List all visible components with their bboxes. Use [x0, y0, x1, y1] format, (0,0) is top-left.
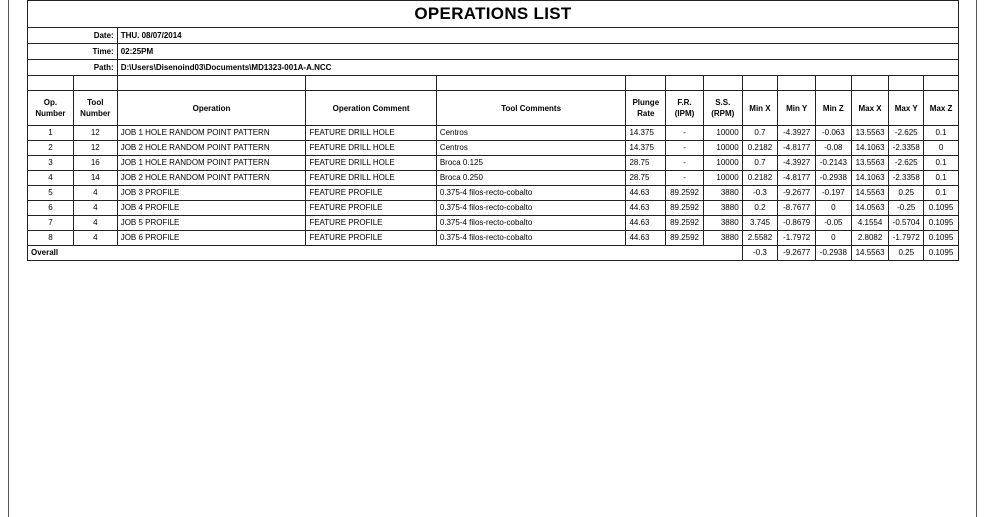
cell-max-z: 0.1 — [924, 126, 959, 141]
spacer-cell — [742, 76, 778, 91]
cell-max-y: -1.7972 — [889, 231, 924, 246]
path-value: D:\Users\Disenoind03\Documents\MD1323-001A-A.NCC — [117, 60, 958, 76]
overall-max-x: 14.5563 — [851, 246, 889, 261]
cell-tool-number: 4 — [73, 216, 117, 231]
cell-feed-rate: 89.2592 — [666, 186, 704, 201]
data-rows — [28, 126, 959, 246]
cell-max-z: 0 — [924, 141, 959, 156]
cell-tool-comment: 0.375-4 filos-recto-cobalto — [436, 231, 626, 246]
header-min-x: Min X — [742, 91, 778, 126]
cell-max-x: 2.8082 — [851, 231, 889, 246]
header-operation: Operation — [117, 91, 306, 126]
spacer-cell — [816, 76, 852, 91]
spacer-cell — [666, 76, 704, 91]
spacer-cell — [436, 76, 626, 91]
cell-min-x: 2.5582 — [742, 231, 778, 246]
cell-min-x: 0.2182 — [742, 171, 778, 186]
cell-tool-comment: 0.375-4 filos-recto-cobalto — [436, 201, 626, 216]
cell-max-y: -0.5704 — [889, 216, 924, 231]
cell-plunge-rate: 14.375 — [626, 126, 666, 141]
meta-row-path — [28, 60, 959, 76]
cell-min-x: 0.7 — [742, 126, 778, 141]
cell-plunge-rate: 14.375 — [626, 141, 666, 156]
page-title: OPERATIONS LIST — [28, 1, 959, 28]
header-max-y: Max Y — [889, 91, 924, 126]
cell-operation-comment: FEATURE DRILL HOLE — [306, 171, 437, 186]
cell-plunge-rate: 44.63 — [626, 231, 666, 246]
overall-row — [28, 246, 959, 261]
cell-max-z: 0.1 — [924, 156, 959, 171]
cell-operation: JOB 3 PROFILE — [117, 186, 306, 201]
cell-max-x: 13.5563 — [851, 156, 889, 171]
header-min-z: Min Z — [816, 91, 852, 126]
header-row — [28, 91, 959, 126]
cell-max-z: 0.1 — [924, 186, 959, 201]
cell-min-z: -0.05 — [816, 216, 852, 231]
cell-spindle-speed: 10000 — [703, 141, 742, 156]
cell-op-number: 6 — [28, 201, 74, 216]
table-row — [28, 141, 959, 156]
time-value: 02:25PM — [117, 44, 958, 60]
cell-feed-rate: - — [666, 156, 704, 171]
cell-min-z: 0 — [816, 231, 852, 246]
cell-max-x: 14.5563 — [851, 186, 889, 201]
cell-tool-number: 12 — [73, 126, 117, 141]
cell-spindle-speed: 3880 — [703, 231, 742, 246]
table-row — [28, 186, 959, 201]
cell-min-x: 0.7 — [742, 156, 778, 171]
cell-min-z: -0.2143 — [816, 156, 852, 171]
cell-op-number: 5 — [28, 186, 74, 201]
cell-max-x: 14.1063 — [851, 141, 889, 156]
time-label: Time: — [28, 44, 118, 60]
cell-op-number: 8 — [28, 231, 74, 246]
date-value: THU. 08/07/2014 — [117, 28, 958, 44]
cell-spindle-speed: 3880 — [703, 201, 742, 216]
cell-tool-number: 4 — [73, 231, 117, 246]
cell-tool-number: 12 — [73, 141, 117, 156]
cell-operation: JOB 6 PROFILE — [117, 231, 306, 246]
cell-op-number: 4 — [28, 171, 74, 186]
spacer-cell — [626, 76, 666, 91]
overall-label: Overall — [28, 246, 743, 261]
cell-operation-comment: FEATURE DRILL HOLE — [306, 156, 437, 171]
cell-operation-comment: FEATURE DRILL HOLE — [306, 141, 437, 156]
table-row — [28, 231, 959, 246]
cell-min-y: -9.2677 — [778, 186, 816, 201]
header-feed-rate: F.R. (IPM) — [666, 91, 704, 126]
cell-min-x: 0.2182 — [742, 141, 778, 156]
cell-tool-number: 14 — [73, 171, 117, 186]
cell-max-z: 0.1095 — [924, 201, 959, 216]
cell-min-z: -0.2938 — [816, 171, 852, 186]
cell-min-z: -0.197 — [816, 186, 852, 201]
spacer-cell — [889, 76, 924, 91]
cell-plunge-rate: 44.63 — [626, 216, 666, 231]
cell-tool-number: 4 — [73, 186, 117, 201]
cell-min-y: -8.7677 — [778, 201, 816, 216]
cell-operation-comment: FEATURE DRILL HOLE — [306, 126, 437, 141]
cell-max-y: -0.25 — [889, 201, 924, 216]
cell-tool-comment: Centros — [436, 126, 626, 141]
header-operation-comment: Operation Comment — [306, 91, 437, 126]
cell-spindle-speed: 3880 — [703, 186, 742, 201]
cell-operation-comment: FEATURE PROFILE — [306, 231, 437, 246]
cell-feed-rate: 89.2592 — [666, 201, 704, 216]
operations-table — [27, 0, 959, 261]
header-min-y: Min Y — [778, 91, 816, 126]
cell-feed-rate: - — [666, 141, 704, 156]
header-op-number: Op. Number — [28, 91, 74, 126]
cell-max-y: -2.3358 — [889, 171, 924, 186]
cell-op-number: 2 — [28, 141, 74, 156]
cell-feed-rate: 89.2592 — [666, 216, 704, 231]
overall-min-x: -0.3 — [742, 246, 778, 261]
table-row — [28, 126, 959, 141]
cell-tool-comment: 0.375-4 filos-recto-cobalto — [436, 186, 626, 201]
cell-op-number: 1 — [28, 126, 74, 141]
cell-operation: JOB 1 HOLE RANDOM POINT PATTERN — [117, 156, 306, 171]
path-label: Path: — [28, 60, 118, 76]
cell-max-x: 13.5563 — [851, 126, 889, 141]
cell-feed-rate: 89.2592 — [666, 231, 704, 246]
cell-min-x: 0.2 — [742, 201, 778, 216]
cell-op-number: 3 — [28, 156, 74, 171]
header-spindle-speed: S.S. (RPM) — [703, 91, 742, 126]
cell-tool-comment: Centros — [436, 141, 626, 156]
cell-operation-comment: FEATURE PROFILE — [306, 201, 437, 216]
cell-min-y: -4.3927 — [778, 156, 816, 171]
cell-tool-comment: Broca 0.250 — [436, 171, 626, 186]
cell-min-z: 0 — [816, 201, 852, 216]
cell-operation: JOB 4 PROFILE — [117, 201, 306, 216]
table-row — [28, 216, 959, 231]
cell-max-z: 0.1 — [924, 171, 959, 186]
cell-min-y: -4.3927 — [778, 126, 816, 141]
cell-max-y: -2.3358 — [889, 141, 924, 156]
cell-plunge-rate: 28.75 — [626, 171, 666, 186]
cell-max-y: -2.625 — [889, 126, 924, 141]
spacer-cell — [851, 76, 889, 91]
cell-min-y: -0.8679 — [778, 216, 816, 231]
spacer-cell — [924, 76, 959, 91]
table-row — [28, 171, 959, 186]
cell-operation-comment: FEATURE PROFILE — [306, 186, 437, 201]
cell-min-x: -0.3 — [742, 186, 778, 201]
cell-operation-comment: FEATURE PROFILE — [306, 216, 437, 231]
header-tool-number: Tool Number — [73, 91, 117, 126]
meta-row-time — [28, 44, 959, 60]
cell-operation: JOB 1 HOLE RANDOM POINT PATTERN — [117, 126, 306, 141]
cell-feed-rate: - — [666, 171, 704, 186]
spacer-cell — [73, 76, 117, 91]
table-row — [28, 201, 959, 216]
cell-plunge-rate: 44.63 — [626, 201, 666, 216]
header-plunge-rate: Plunge Rate — [626, 91, 666, 126]
spacer-cell — [306, 76, 437, 91]
header-max-x: Max X — [851, 91, 889, 126]
cell-tool-comment: 0.375-4 filos-recto-cobalto — [436, 216, 626, 231]
cell-plunge-rate: 44.63 — [626, 186, 666, 201]
cell-max-z: 0.1095 — [924, 231, 959, 246]
cell-max-x: 14.1063 — [851, 171, 889, 186]
cell-spindle-speed: 10000 — [703, 156, 742, 171]
cell-spindle-speed: 10000 — [703, 126, 742, 141]
spacer-cell — [703, 76, 742, 91]
cell-min-y: -4.8177 — [778, 171, 816, 186]
cell-min-x: 3.745 — [742, 216, 778, 231]
date-label: Date: — [28, 28, 118, 44]
cell-max-z: 0.1095 — [924, 216, 959, 231]
cell-spindle-speed: 10000 — [703, 171, 742, 186]
operations-sheet — [27, 0, 959, 261]
cell-tool-number: 4 — [73, 201, 117, 216]
cell-feed-rate: - — [666, 126, 704, 141]
report-page — [8, 0, 977, 517]
overall-max-y: 0.25 — [889, 246, 924, 261]
overall-min-y: -9.2677 — [778, 246, 816, 261]
cell-max-x: 14.0563 — [851, 201, 889, 216]
cell-min-y: -4.8177 — [778, 141, 816, 156]
overall-min-z: -0.2938 — [816, 246, 852, 261]
header-tool-comments: Tool Comments — [436, 91, 626, 126]
header-max-z: Max Z — [924, 91, 959, 126]
spacer-cell — [28, 76, 74, 91]
cell-spindle-speed: 3880 — [703, 216, 742, 231]
cell-operation: JOB 5 PROFILE — [117, 216, 306, 231]
cell-tool-comment: Broca 0.125 — [436, 156, 626, 171]
cell-operation: JOB 2 HOLE RANDOM POINT PATTERN — [117, 141, 306, 156]
cell-max-x: 4.1554 — [851, 216, 889, 231]
cell-plunge-rate: 28.75 — [626, 156, 666, 171]
title-row — [28, 1, 959, 28]
spacer-row — [28, 76, 959, 91]
meta-row-date — [28, 28, 959, 44]
cell-max-y: -2.625 — [889, 156, 924, 171]
cell-op-number: 7 — [28, 216, 74, 231]
spacer-cell — [778, 76, 816, 91]
cell-min-z: -0.063 — [816, 126, 852, 141]
cell-min-y: -1.7972 — [778, 231, 816, 246]
cell-min-z: -0.08 — [816, 141, 852, 156]
cell-operation: JOB 2 HOLE RANDOM POINT PATTERN — [117, 171, 306, 186]
table-row — [28, 156, 959, 171]
cell-tool-number: 16 — [73, 156, 117, 171]
overall-max-z: 0.1095 — [924, 246, 959, 261]
spacer-cell — [117, 76, 306, 91]
cell-max-y: 0.25 — [889, 186, 924, 201]
